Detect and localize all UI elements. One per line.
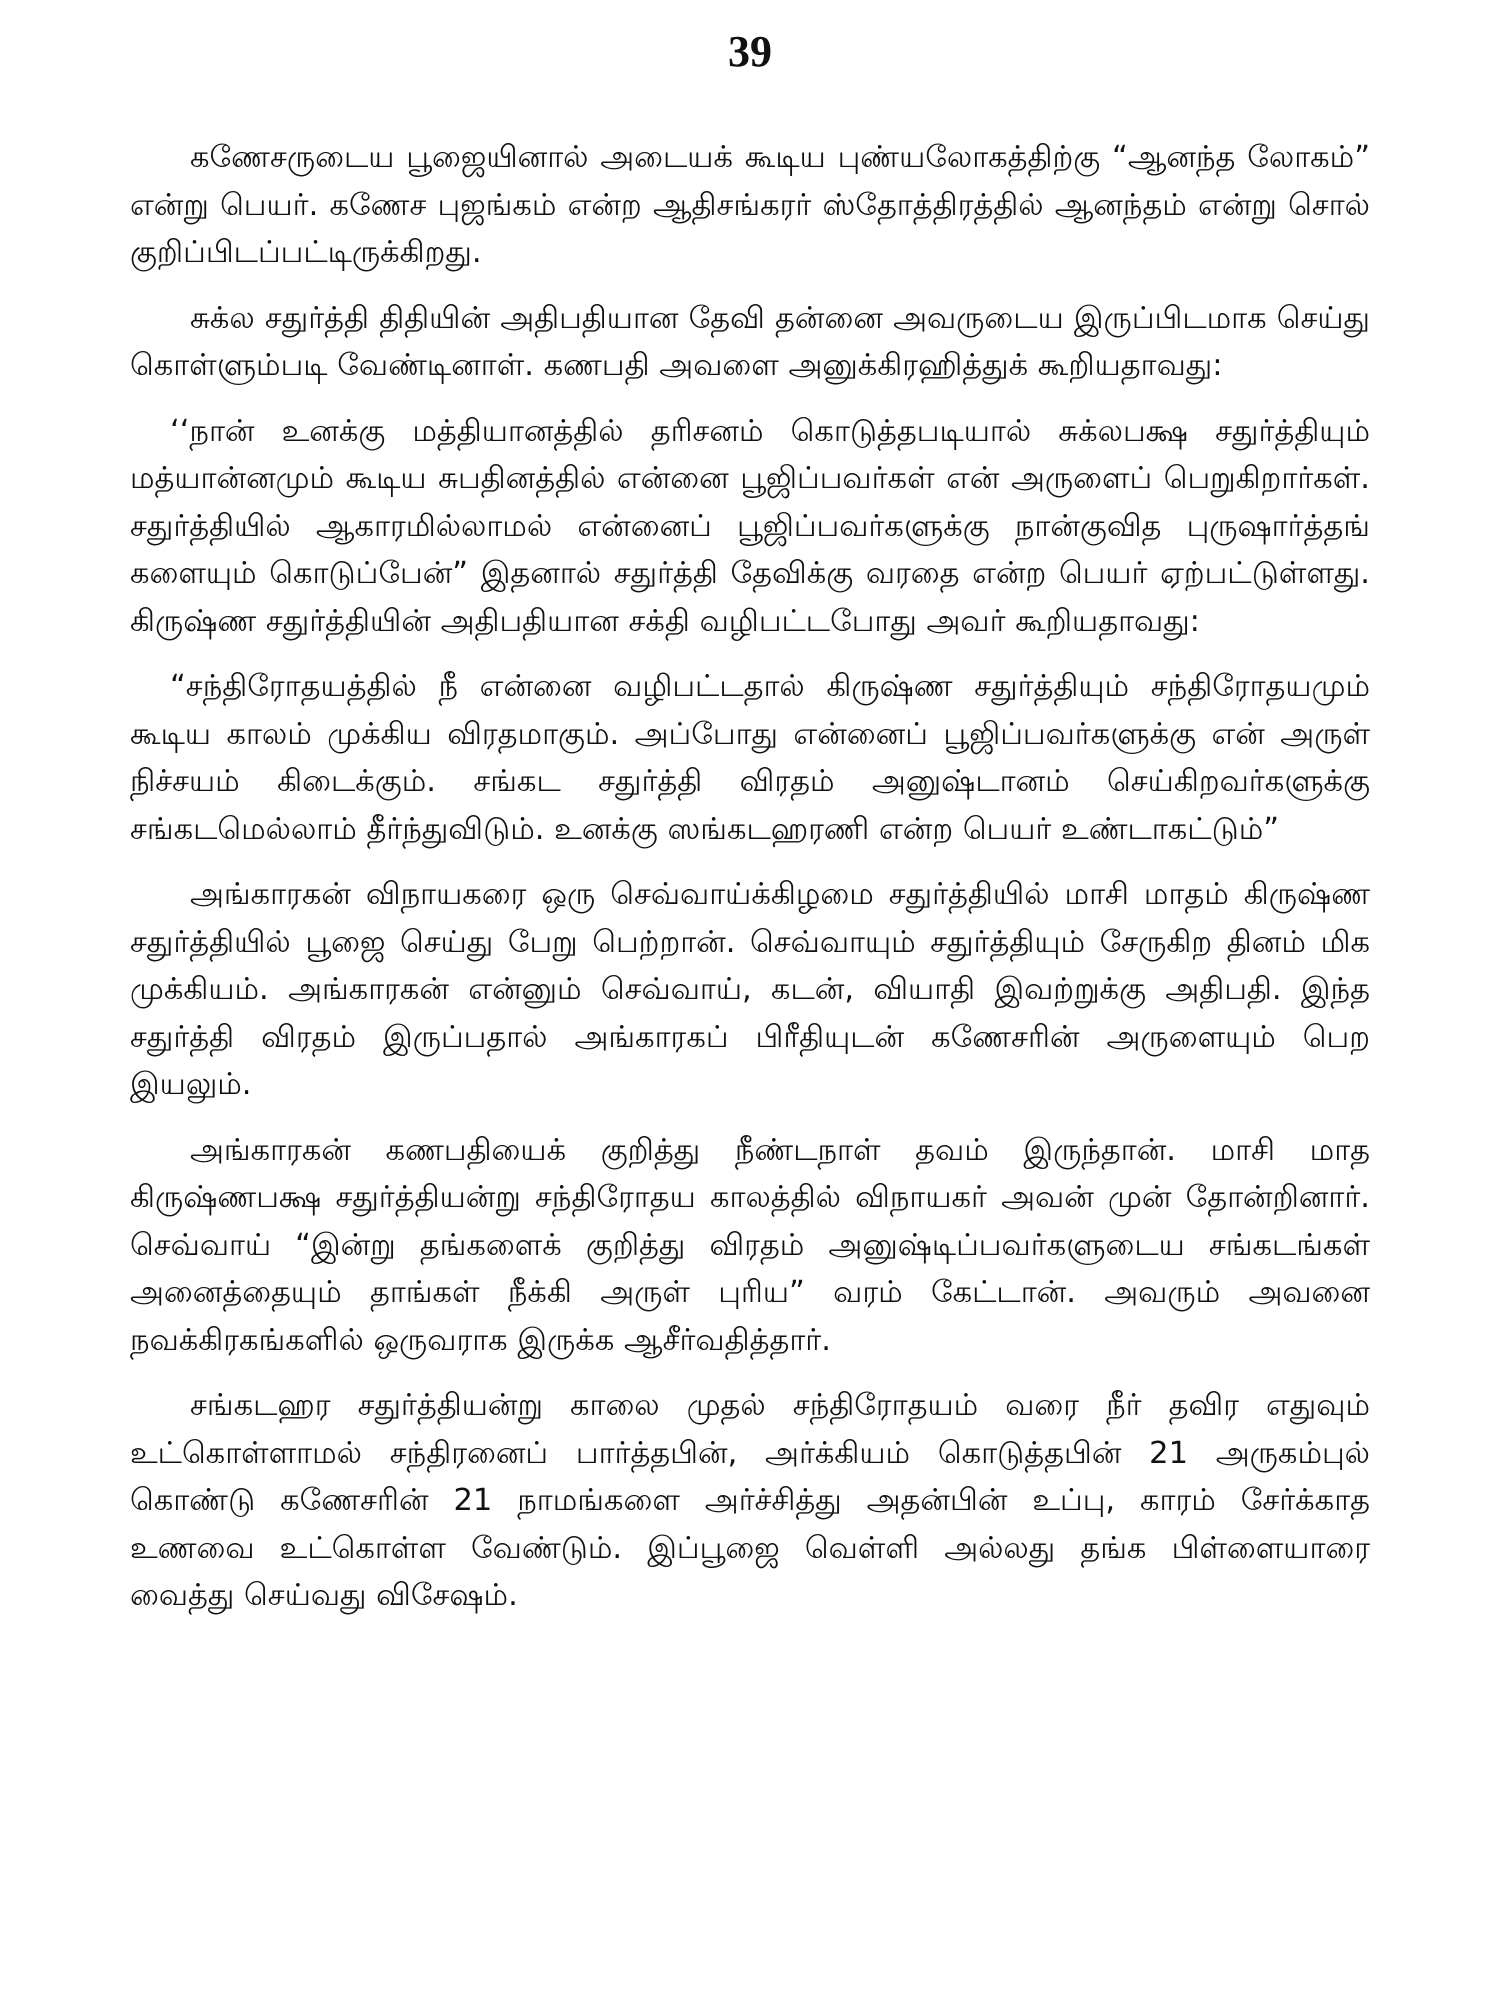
paragraph-sankatahara-ritual: சங்கடஹர சதுர்த்தியன்று காலை முதல் சந்திரோதயம் வரை நீர் தவிர எதுவும் உட்கொள்ளாமல் சந்திரனைப் பார்த்தபின், அர்க்கியம் கொடுத்தபின் 21 அருகம்புல் கொண்டு கணேசரின் 21 நாமங்களை அர்ச்சித்து அதன்பின் உப்பு, காரம் சேர்க்காத உணவை உட்கொள்ள வேண்டும். இப்பூஜை வெள்ளி அல்லது தங்க பிள்ளையாரை வைத்து செய்வது விசேஷம். [130,1388,1370,1613]
paragraph-ganapati-quote-2: “சந்திரோதயத்தில் நீ என்னை வழிபட்டதால் கிருஷ்ண சதுர்த்தியும் சந்திரோதயமும் கூடிய காலம் முக்கிய விரதமாகும். அப்போது என்னைப் பூஜிப்பவர்களுக்கு என் அருள் நிச்சயம் கிடைக்கும். சங்கட சதுர்த்தி விரதம் அனுஷ்டானம் செய்கிறவர்களுக்கு சங்கடமெல்லாம் தீர்ந்துவிடும். உனக்கு ஸங்கடஹரணி என்ற பெயர் உண்டாகட்டும்” [130,669,1370,847]
paragraph-angarakan-penance: அங்காரகன் கணபதியைக் குறித்து நீண்டநாள் தவம் இருந்தான். மாசி மாத கிருஷ்ணபக்ஷ சதுர்த்தியன்று சந்திரோதய காலத்தில் விநாயகர் அவன் முன் தோன்றினார். செவ்வாய் “இன்று தங்களைக் குறித்து விரதம் அனுஷ்டிப்பவர்களுடைய சங்கடங்கள் அனைத்தையும் தாங்கள் நீக்கி அருள் புரிய” வரம் கேட்டான். அவரும் அவனை நவக்கிரகங்களில் ஒருவராக இருக்க ஆசீர்வதித்தார். [130,1132,1370,1358]
paragraph-angarakan-worship: அங்காரகன் விநாயகரை ஒரு செவ்வாய்க்கிழமை சதுர்த்தியில் மாசி மாதம் கிருஷ்ண சதுர்த்தியில் பூஜை செய்து பேறு பெற்றான். செவ்வாயும் சதுர்த்தியும் சேருகிற தினம் மிக முக்கியம். அங்காரகன் என்னும் செவ்வாய், கடன், வியாதி இவற்றுக்கு அதிபதி. இந்த சதுர்த்தி விரதம் இருப்பதால் அங்காரகப் பிரீதியுடன் கணேசரின் அருளையும் பெற இயலும். [130,877,1370,1102]
paragraph-shukla-chaturthi: சுக்ல சதுர்த்தி திதியின் அதிபதியான தேவி தன்னை அவருடைய இருப்பிடமாக செய்து கொள்ளும்படி வேண்டினாள். கணபதி அவளை அனுக்கிரஹித்துக் கூறியதாவது: [130,300,1370,383]
page-number: 39 [728,27,772,76]
page-body [130,134,1370,1620]
paragraph-ananda-loka: கணேசருடைய பூஜையினால் அடையக் கூடிய புண்யலோகத்திற்கு “ஆனந்த லோகம்” என்று பெயர். கணேச புஜங்கம் என்ற ஆதிசங்கரர் ஸ்தோத்திரத்தில் ஆனந்தம் என்று சொல் குறிப்பிடப்பட்டிருக்கிறது. [130,140,1370,270]
paragraph-ganapati-quote-1: ‘‘நான் உனக்கு மத்தியானத்தில் தரிசனம் கொடுத்தபடியால் சுக்லபக்ஷ சதுர்த்தியும் மத்யான்னமும் கூடிய சுபதினத்தில் என்னை பூஜிப்பவர்கள் என் அருளைப் பெறுகிறார்கள். சதுர்த்தியில் ஆகாரமில்லாமல் என்னைப் பூஜிப்பவர்களுக்கு நான்குவித புருஷார்த்தங் களையும் கொடுப்பேன்” இதனால் சதுர்த்தி தேவிக்கு வரதை என்ற பெயர் ஏற்பட்டுள்ளது. கிருஷ்ண சதுர்த்தியின் அதிபதியான சக்தி வழிபட்டபோது அவர் கூறியதாவது: [130,413,1370,639]
